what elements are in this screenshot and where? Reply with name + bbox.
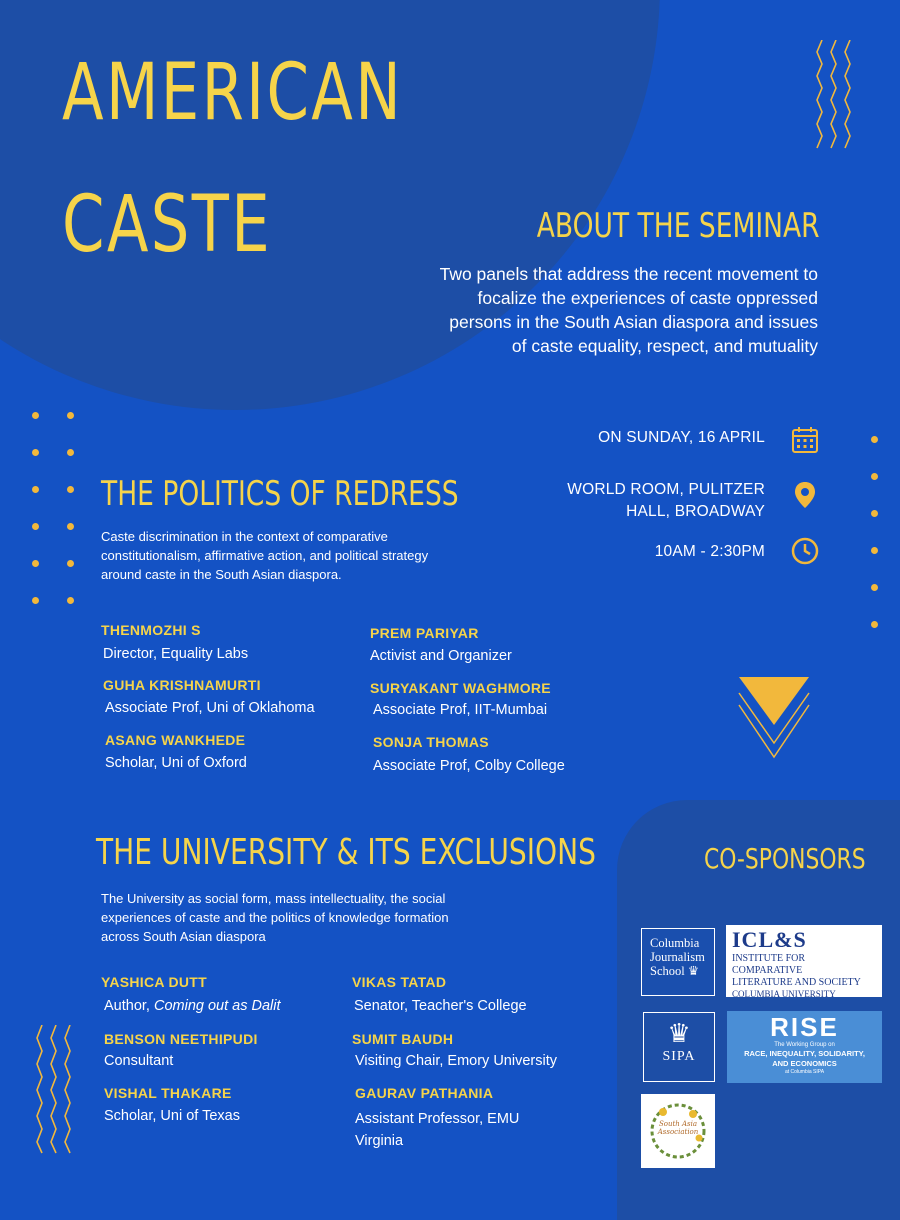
title-line-1: AMERICAN xyxy=(62,48,404,138)
speaker-role: Scholar, Uni of Texas xyxy=(104,1108,240,1124)
event-venue xyxy=(567,479,765,523)
cosponsors-heading: CO-SPONSORS xyxy=(704,842,866,875)
speaker-name: SONJA THOMAS xyxy=(373,734,489,750)
sipa-label: SIPA xyxy=(662,1049,696,1064)
speaker-name: VISHAL THAKARE xyxy=(104,1085,232,1101)
speaker-role: Director, Equality Labs xyxy=(103,646,249,662)
speaker-name: VIKAS TATAD xyxy=(352,974,447,990)
location-pin-icon xyxy=(790,480,820,510)
speaker-role: Associate Prof, Uni of Oklahoma xyxy=(105,700,315,716)
speaker-name: BENSON NEETHIPUDI xyxy=(104,1031,258,1047)
speaker-name: GUHA KRISHNAMURTI xyxy=(103,677,261,693)
clock-icon xyxy=(790,536,820,566)
rise-logo xyxy=(727,1011,882,1083)
event-date: ON SUNDAY, 16 APRIL xyxy=(598,429,765,446)
role-line-2: Virginia xyxy=(355,1133,404,1149)
speaker-role: Activist and Organizer xyxy=(370,648,512,664)
speaker-role xyxy=(355,1108,519,1152)
venue-line-1: WORLD ROOM, PULITZER xyxy=(567,481,765,498)
title-line-2: CASTE xyxy=(62,180,273,270)
role-line-1: Assistant Professor, EMU xyxy=(355,1111,520,1127)
speaker-role xyxy=(104,998,281,1014)
crown-icon: ♛ xyxy=(667,1018,691,1048)
cj-school: School xyxy=(650,964,685,978)
icls-line-1: INSTITUTE FOR COMPARATIVE xyxy=(732,953,806,976)
about-heading: ABOUT THE SEMINAR xyxy=(537,206,820,246)
sipa-logo xyxy=(643,1012,715,1082)
rise-mark: RISE xyxy=(770,1012,839,1042)
triangle-decoration xyxy=(737,675,811,761)
cj-line-1: Columbia xyxy=(650,936,700,950)
speaker-name: SUMIT BAUDH xyxy=(352,1031,454,1047)
cj-line-2: Journalism xyxy=(650,950,705,964)
role-prefix: Author, xyxy=(104,998,154,1014)
speaker-name: YASHICA DUTT xyxy=(101,974,208,990)
event-time: 10AM - 2:30PM xyxy=(654,543,765,560)
venue-line-2: HALL, BROADWAY xyxy=(626,503,765,520)
icls-line-3: COLUMBIA UNIVERSITY xyxy=(732,989,836,999)
rise-small: at Columbia SIPA xyxy=(784,1069,825,1075)
book-title: Coming out as Dalit xyxy=(153,998,281,1014)
columbia-journalism-logo xyxy=(641,928,715,996)
rise-line-1: RACE, INEQUALITY, SOLIDARITY, xyxy=(744,1049,865,1058)
zigzag-decoration-bottom xyxy=(36,1025,76,1155)
rise-line-2: AND ECONOMICS xyxy=(772,1059,837,1068)
icls-logo xyxy=(726,925,882,997)
cj-line-3 xyxy=(650,964,714,978)
panel2-heading: THE UNIVERSITY & ITS EXCLUSIONS xyxy=(96,832,596,873)
speaker-role: Scholar, Uni of Oxford xyxy=(105,755,247,771)
speaker-name: PREM PARIYAR xyxy=(370,625,479,641)
speaker-name: GAURAV PATHANIA xyxy=(355,1085,494,1101)
icls-mark: ICL&S xyxy=(732,927,807,952)
speaker-role: Associate Prof, Colby College xyxy=(373,758,565,774)
zigzag-decoration xyxy=(816,40,856,152)
calendar-icon xyxy=(790,425,820,455)
speaker-role: Visiting Chair, Emory University xyxy=(355,1053,557,1069)
south-asia-label: South Asia Association xyxy=(657,1120,699,1136)
rise-sub: The Working Group on xyxy=(774,1042,835,1048)
speaker-name: SURYAKANT WAGHMORE xyxy=(370,680,551,696)
south-asia-association-logo xyxy=(641,1094,715,1168)
speaker-role: Consultant xyxy=(104,1053,174,1069)
panel2-description: The University as social form, mass intellectuality, the social experiences of caste and the politics of knowledge formation across South Asian diaspora xyxy=(101,891,449,944)
speaker-name: THENMOZHI S xyxy=(101,622,201,638)
panel1-heading: THE POLITICS OF REDRESS xyxy=(101,474,459,514)
crown-icon: ♛ xyxy=(687,964,700,978)
icls-line-2: LITERATURE AND SOCIETY xyxy=(732,977,861,988)
panel1-description: Caste discrimination in the context of comparative constitutionalism, affirmative action, and political strategy around caste in the South Asian diaspora. xyxy=(101,529,429,582)
speaker-role: Senator, Teacher's College xyxy=(354,998,527,1014)
speaker-name: ASANG WANKHEDE xyxy=(105,732,246,748)
speaker-role: Associate Prof, IIT-Mumbai xyxy=(373,702,548,718)
about-text: Two panels that address the recent movement to focalize the experiences of caste oppressed persons in the South Asian diaspora and issues of caste equality, respect, and mutuality xyxy=(439,264,818,356)
